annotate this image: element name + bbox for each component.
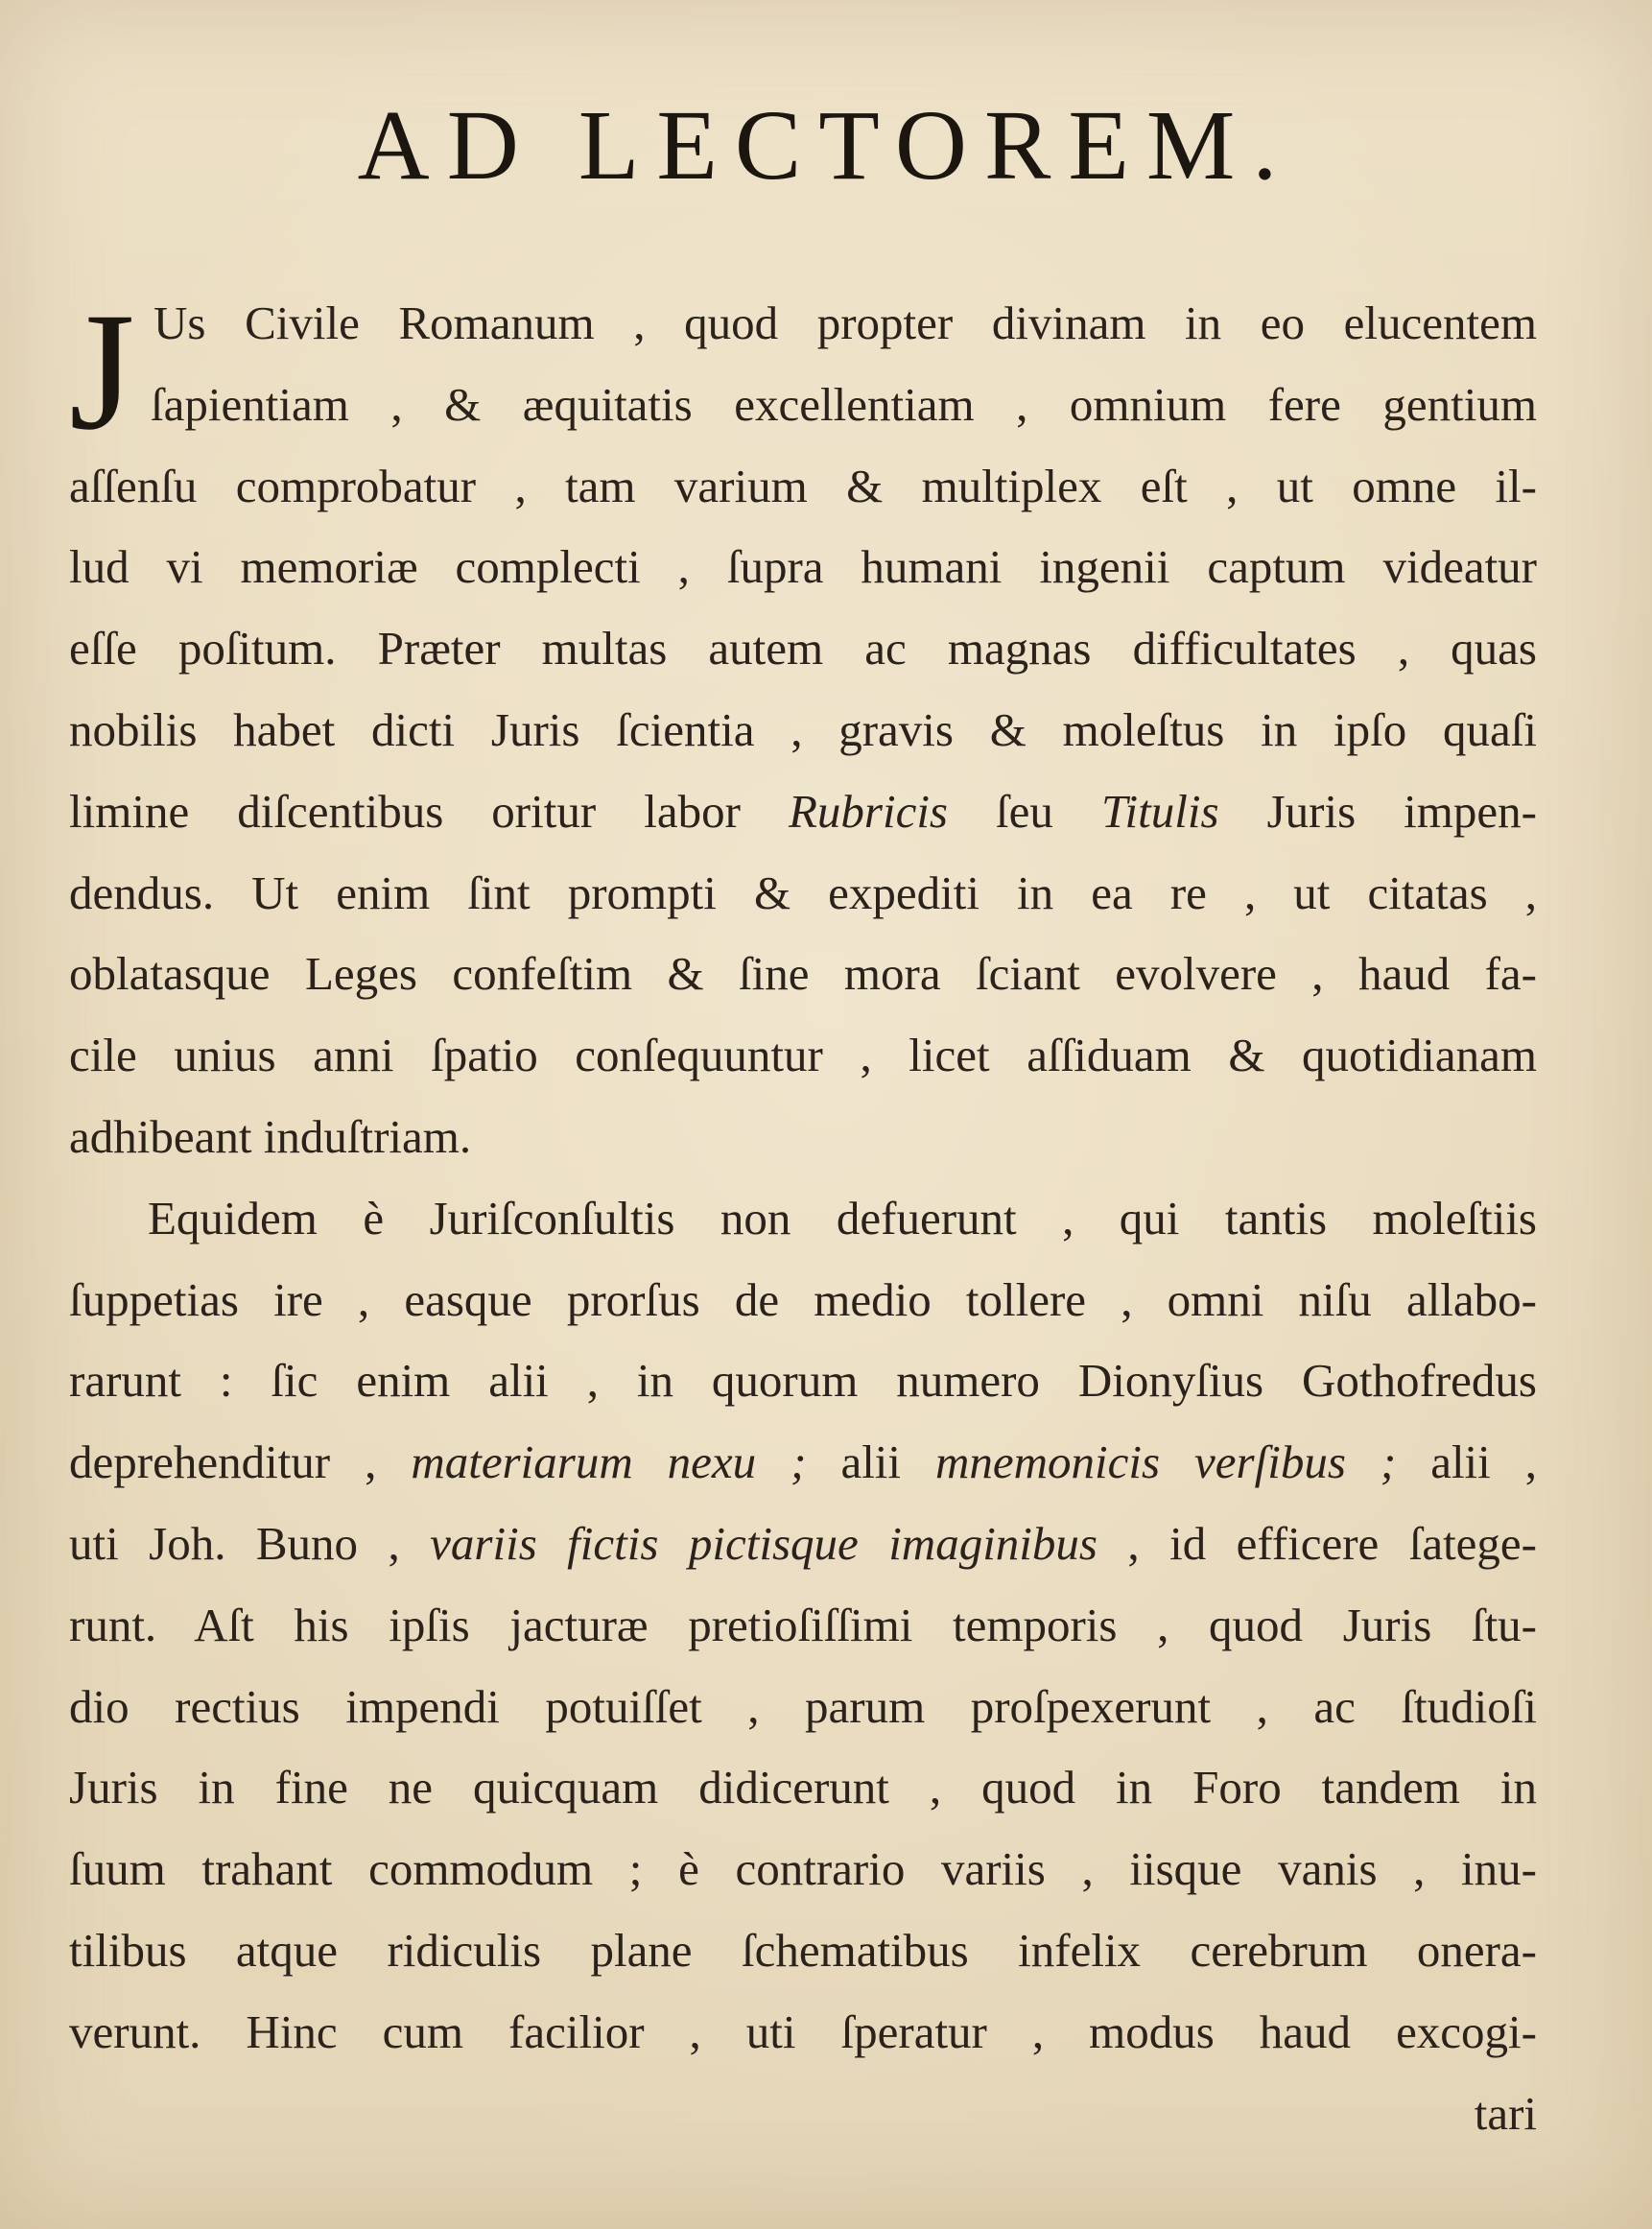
text-line: ſuum trahant commodum ; è contrario variis , iisque vanis , inu- [69,1842,1537,1896]
text-line: runt. Aſt his ipſis jacturæ pretioſiſſimi temporis , quod Juris ſtu- [69,1598,1537,1651]
text-line: oblatasque Leges confeſtim & ſine mora ſciant evolvere , haud fa- [69,947,1537,1001]
text-line: limine diſcentibus oritur labor Rubricis ſeu Titulis Juris impen- [69,784,1537,838]
text-line: dendus. Ut enim ſint prompti & expediti in ea re , ut citatas , [69,866,1537,919]
text-line: ſuppetias ire , easque prorſus de medio tollere , omni niſu allabo- [69,1272,1537,1326]
drop-cap: J [69,278,135,465]
text-line: aſſenſu comprobatur , tam varium & multiplex eſt , ut omne il- [69,459,1537,512]
text-line: adhibeant induſtriam. [69,1109,472,1163]
text-line: uti Joh. Buno , variis fictis pictisque imaginibus , id efficere ſatege- [69,1516,1537,1570]
text-line: Juris in fine ne quicquam didicerunt , quod in Foro tandem in [69,1761,1537,1814]
text-line: tilibus atque ridiculis plane ſchematibus infelix cerebrum onera- [69,1923,1537,1977]
page-title: AD LECTOREM. [357,90,1295,201]
text-line: cile unius anni ſpatio conſequuntur , licet aſſiduam & quotidianam [69,1029,1537,1082]
text-line: verunt. Hinc cum facilior , uti ſperatur , modus haud excogi- [69,2004,1537,2058]
text-line: rarunt : ſic enim alii , in quorum numero Dionyſius Gothofredus [69,1354,1537,1408]
text-line: lud vi memoriæ complecti , ſupra humani ingenii captum videatur [69,540,1537,594]
catchword: tari [1474,2086,1537,2140]
text-line: eſſe poſitum. Præter multas autem ac magnas difficultates , quas [69,622,1537,676]
text-line: dio rectius impendi potuiſſet , parum proſpexerunt , ac ſtudioſi [69,1679,1537,1733]
text-body [69,278,1537,2154]
text-line: Us Civile Romanum , quod propter divinam in eo elucentem [153,296,1537,349]
text-line: ſapientiam , & æquitatis excellentiam , omnium fere gentium [151,377,1537,431]
text-line: deprehenditur , materiarum nexu ; alii mnemonicis verſibus ; alii , [69,1435,1537,1489]
text-line: Equidem è Juriſconſultis non defuerunt , qui tantis moleſtiis [148,1191,1537,1245]
text-line: nobilis habet dicti Juris ſcientia , gravis & moleſtus in ipſo quaſi [69,702,1537,756]
